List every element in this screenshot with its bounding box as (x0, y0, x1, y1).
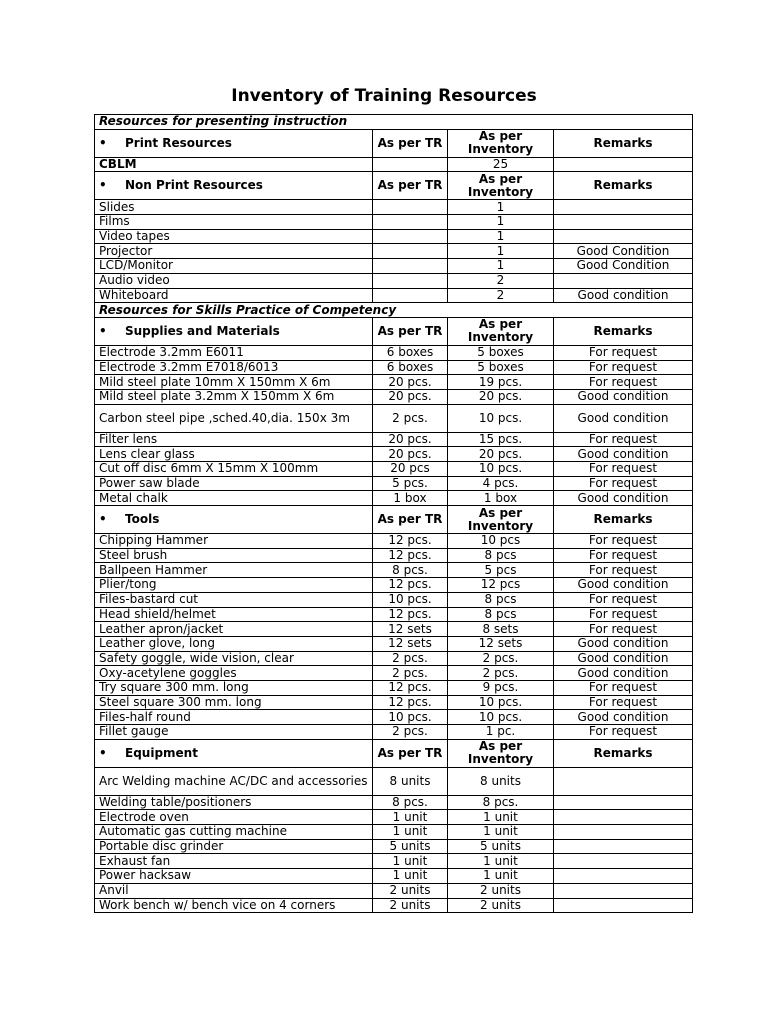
table-row (95, 259, 693, 274)
table-row (95, 432, 693, 447)
bullet-icon: • (99, 135, 107, 150)
table-row (95, 157, 693, 172)
as-per-inventory-cell: 2 pcs. (448, 666, 554, 681)
as-per-inventory-cell: 9 pcs. (448, 680, 554, 695)
remarks-cell: Good condition (554, 288, 693, 303)
as-per-inventory-cell: 1 (448, 244, 554, 259)
remarks-cell: For request (554, 695, 693, 710)
col-header-as-per-tr: As per TR (373, 172, 448, 200)
remarks-cell: For request (554, 680, 693, 695)
table-row (95, 215, 693, 230)
as-per-tr-cell: 12 pcs. (373, 534, 448, 549)
as-per-tr-cell: 20 pcs. (373, 375, 448, 390)
item-name-cell: Power saw blade (95, 476, 373, 491)
remarks-cell (554, 795, 693, 810)
section-heading: Resources for Skills Practice of Competency (95, 303, 693, 318)
item-name-cell: Files-bastard cut (95, 592, 373, 607)
item-name-cell: Leather apron/jacket (95, 622, 373, 637)
remarks-cell: Good Condition (554, 244, 693, 259)
table-row (95, 200, 693, 215)
item-name-cell: Metal chalk (95, 491, 373, 506)
category-header-row (95, 129, 693, 157)
table-row (95, 607, 693, 622)
remarks-cell: For request (554, 725, 693, 740)
table-row (95, 825, 693, 840)
as-per-tr-cell: 12 sets (373, 636, 448, 651)
category-label (95, 739, 373, 767)
category-label (95, 506, 373, 534)
as-per-inventory-cell: 5 boxes (448, 345, 554, 360)
as-per-inventory-cell: 19 pcs. (448, 375, 554, 390)
as-per-tr-cell: 12 pcs. (373, 578, 448, 593)
as-per-inventory-cell: 25 (448, 157, 554, 172)
table-row (95, 389, 693, 404)
item-name-cell: Steel brush (95, 548, 373, 563)
remarks-cell: Good condition (554, 389, 693, 404)
as-per-inventory-cell: 20 pcs. (448, 389, 554, 404)
as-per-tr-cell: 10 pcs. (373, 592, 448, 607)
item-name-cell: Cut off disc 6mm X 15mm X 100mm (95, 462, 373, 477)
as-per-tr-cell (373, 273, 448, 288)
as-per-inventory-cell: 10 pcs (448, 534, 554, 549)
item-name-cell: Automatic gas cutting machine (95, 825, 373, 840)
item-name-cell: Audio video (95, 273, 373, 288)
col-header-as-per-inventory: As per Inventory (448, 172, 554, 200)
as-per-inventory-cell: 8 pcs (448, 607, 554, 622)
as-per-inventory-cell: 1 (448, 200, 554, 215)
as-per-inventory-cell: 10 pcs. (448, 710, 554, 725)
table-row (95, 404, 693, 432)
table-row (95, 810, 693, 825)
item-name-cell: Mild steel plate 10mm X 150mm X 6m (95, 375, 373, 390)
as-per-inventory-cell: 1 (448, 259, 554, 274)
remarks-cell: For request (554, 476, 693, 491)
table-row (95, 578, 693, 593)
as-per-inventory-cell: 8 units (448, 767, 554, 795)
remarks-cell: For request (554, 592, 693, 607)
item-name-cell: Work bench w/ bench vice on 4 corners (95, 898, 373, 913)
as-per-inventory-cell: 1 unit (448, 854, 554, 869)
as-per-tr-cell: 12 pcs. (373, 548, 448, 563)
as-per-inventory-cell: 5 pcs (448, 563, 554, 578)
table-row (95, 695, 693, 710)
table-row (95, 883, 693, 898)
inventory-table-body (95, 115, 693, 913)
as-per-inventory-cell: 10 pcs. (448, 462, 554, 477)
remarks-cell: For request (554, 534, 693, 549)
table-row (95, 563, 693, 578)
table-row (95, 622, 693, 637)
table-row (95, 462, 693, 477)
as-per-inventory-cell: 8 pcs (448, 548, 554, 563)
as-per-inventory-cell: 12 pcs (448, 578, 554, 593)
as-per-inventory-cell: 10 pcs. (448, 404, 554, 432)
table-row (95, 229, 693, 244)
as-per-tr-cell: 8 units (373, 767, 448, 795)
as-per-tr-cell: 1 unit (373, 810, 448, 825)
remarks-cell: For request (554, 563, 693, 578)
item-name-cell: Films (95, 215, 373, 230)
remarks-cell: For request (554, 345, 693, 360)
remarks-cell: Good condition (554, 404, 693, 432)
as-per-inventory-cell: 1 (448, 229, 554, 244)
remarks-cell: For request (554, 622, 693, 637)
item-name-cell: Leather glove, long (95, 636, 373, 651)
item-name-cell: Files-half round (95, 710, 373, 725)
as-per-tr-cell (373, 157, 448, 172)
remarks-cell: For request (554, 548, 693, 563)
item-name-cell: Plier/tong (95, 578, 373, 593)
col-header-as-per-tr: As per TR (373, 739, 448, 767)
remarks-cell (554, 810, 693, 825)
category-name: Print Resources (125, 135, 232, 150)
as-per-tr-cell (373, 288, 448, 303)
as-per-inventory-cell: 2 pcs. (448, 651, 554, 666)
as-per-tr-cell: 2 pcs. (373, 725, 448, 740)
as-per-tr-cell: 1 unit (373, 854, 448, 869)
col-header-remarks: Remarks (554, 317, 693, 345)
category-label (95, 172, 373, 200)
as-per-inventory-cell: 2 (448, 288, 554, 303)
as-per-inventory-cell: 1 unit (448, 825, 554, 840)
remarks-cell: For request (554, 432, 693, 447)
item-name-cell: Safety goggle, wide vision, clear (95, 651, 373, 666)
as-per-tr-cell: 20 pcs. (373, 447, 448, 462)
as-per-inventory-cell: 4 pcs. (448, 476, 554, 491)
as-per-tr-cell: 5 pcs. (373, 476, 448, 491)
as-per-tr-cell: 1 unit (373, 869, 448, 884)
item-name-cell: Oxy-acetylene goggles (95, 666, 373, 681)
category-header-row (95, 172, 693, 200)
document-title: Inventory of Training Resources (231, 86, 537, 106)
as-per-tr-cell: 20 pcs (373, 462, 448, 477)
col-header-remarks: Remarks (554, 129, 693, 157)
section-heading-row (95, 303, 693, 318)
col-header-as-per-tr: As per TR (373, 506, 448, 534)
remarks-cell: Good condition (554, 651, 693, 666)
item-name-cell: LCD/Monitor (95, 259, 373, 274)
table-row (95, 345, 693, 360)
remarks-cell: Good condition (554, 710, 693, 725)
remarks-cell: For request (554, 375, 693, 390)
item-name-cell: Mild steel plate 3.2mm X 150mm X 6m (95, 389, 373, 404)
item-name-cell: Electrode oven (95, 810, 373, 825)
as-per-inventory-cell: 2 (448, 273, 554, 288)
remarks-cell: For request (554, 607, 693, 622)
table-row (95, 288, 693, 303)
category-name: Non Print Resources (125, 178, 263, 193)
remarks-cell: Good condition (554, 578, 693, 593)
remarks-cell (554, 215, 693, 230)
remarks-cell: Good condition (554, 666, 693, 681)
as-per-inventory-cell: 20 pcs. (448, 447, 554, 462)
remarks-cell: For request (554, 360, 693, 375)
table-row (95, 854, 693, 869)
as-per-inventory-cell: 1 unit (448, 810, 554, 825)
category-header-row (95, 317, 693, 345)
remarks-cell: Good condition (554, 491, 693, 506)
table-row (95, 710, 693, 725)
remarks-cell: For request (554, 462, 693, 477)
table-row (95, 592, 693, 607)
as-per-tr-cell: 12 sets (373, 622, 448, 637)
as-per-tr-cell: 2 units (373, 883, 448, 898)
as-per-tr-cell: 2 units (373, 898, 448, 913)
table-row (95, 898, 693, 913)
section-heading: Resources for presenting instruction (95, 115, 693, 130)
as-per-tr-cell: 2 pcs. (373, 651, 448, 666)
section-heading-row (95, 115, 693, 130)
bullet-icon: • (99, 745, 107, 760)
as-per-tr-cell: 20 pcs. (373, 432, 448, 447)
as-per-inventory-cell: 8 pcs (448, 592, 554, 607)
inventory-table (94, 114, 693, 913)
col-header-as-per-tr: As per TR (373, 129, 448, 157)
item-name-cell: Fillet gauge (95, 725, 373, 740)
category-label (95, 317, 373, 345)
as-per-tr-cell: 1 box (373, 491, 448, 506)
item-name-cell: Video tapes (95, 229, 373, 244)
as-per-tr-cell: 12 pcs. (373, 695, 448, 710)
bullet-icon: • (99, 323, 107, 338)
as-per-tr-cell (373, 244, 448, 259)
col-header-as-per-tr: As per TR (373, 317, 448, 345)
as-per-tr-cell (373, 259, 448, 274)
col-header-as-per-inventory: As per Inventory (448, 129, 554, 157)
remarks-cell (554, 767, 693, 795)
remarks-cell (554, 200, 693, 215)
remarks-cell: Good Condition (554, 259, 693, 274)
as-per-tr-cell (373, 229, 448, 244)
as-per-tr-cell: 6 boxes (373, 345, 448, 360)
category-header-row (95, 739, 693, 767)
table-row (95, 869, 693, 884)
item-name-cell: Head shield/helmet (95, 607, 373, 622)
table-row (95, 651, 693, 666)
as-per-inventory-cell: 10 pcs. (448, 695, 554, 710)
as-per-tr-cell: 10 pcs. (373, 710, 448, 725)
item-name-cell: Chipping Hammer (95, 534, 373, 549)
as-per-inventory-cell: 1 (448, 215, 554, 230)
remarks-cell (554, 883, 693, 898)
remarks-cell: Good condition (554, 636, 693, 651)
col-header-remarks: Remarks (554, 506, 693, 534)
as-per-inventory-cell: 1 pc. (448, 725, 554, 740)
item-name-cell: Carbon steel pipe ,sched.40,dia. 150x 3m (95, 404, 373, 432)
as-per-inventory-cell: 2 units (448, 883, 554, 898)
as-per-tr-cell: 2 pcs. (373, 666, 448, 681)
as-per-tr-cell: 6 boxes (373, 360, 448, 375)
table-row (95, 636, 693, 651)
table-row (95, 767, 693, 795)
table-row (95, 666, 693, 681)
as-per-tr-cell (373, 215, 448, 230)
table-row (95, 548, 693, 563)
item-name-cell: Lens clear glass (95, 447, 373, 462)
item-name-cell: Filter lens (95, 432, 373, 447)
table-row (95, 375, 693, 390)
col-header-remarks: Remarks (554, 739, 693, 767)
remarks-cell (554, 839, 693, 854)
as-per-tr-cell: 12 pcs. (373, 607, 448, 622)
as-per-inventory-cell: 1 box (448, 491, 554, 506)
as-per-inventory-cell: 8 pcs. (448, 795, 554, 810)
as-per-tr-cell: 8 pcs. (373, 563, 448, 578)
table-row (95, 839, 693, 854)
table-row (95, 725, 693, 740)
item-name-cell: Projector (95, 244, 373, 259)
col-header-remarks: Remarks (554, 172, 693, 200)
item-name-cell: Slides (95, 200, 373, 215)
as-per-tr-cell: 2 pcs. (373, 404, 448, 432)
item-name-cell: Arc Welding machine AC/DC and accessories (95, 767, 373, 795)
item-name-cell: Ballpeen Hammer (95, 563, 373, 578)
table-row (95, 447, 693, 462)
as-per-tr-cell: 12 pcs. (373, 680, 448, 695)
col-header-as-per-inventory: As per Inventory (448, 506, 554, 534)
item-name-cell: Try square 300 mm. long (95, 680, 373, 695)
table-row (95, 534, 693, 549)
category-name: Supplies and Materials (125, 323, 280, 338)
as-per-tr-cell: 20 pcs. (373, 389, 448, 404)
item-name-cell: Steel square 300 mm. long (95, 695, 373, 710)
item-name-cell: Welding table/positioners (95, 795, 373, 810)
remarks-cell (554, 157, 693, 172)
as-per-tr-cell: 1 unit (373, 825, 448, 840)
bullet-icon: • (99, 512, 107, 527)
as-per-tr-cell: 8 pcs. (373, 795, 448, 810)
remarks-cell (554, 869, 693, 884)
item-name-cell: Portable disc grinder (95, 839, 373, 854)
as-per-tr-cell (373, 200, 448, 215)
table-row (95, 244, 693, 259)
remarks-cell (554, 229, 693, 244)
remarks-cell (554, 825, 693, 840)
as-per-inventory-cell: 1 unit (448, 869, 554, 884)
as-per-inventory-cell: 12 sets (448, 636, 554, 651)
as-per-tr-cell: 5 units (373, 839, 448, 854)
item-name-cell: Anvil (95, 883, 373, 898)
table-row (95, 491, 693, 506)
table-row (95, 476, 693, 491)
bullet-icon: • (99, 178, 107, 193)
category-header-row (95, 506, 693, 534)
col-header-as-per-inventory: As per Inventory (448, 317, 554, 345)
category-name: Equipment (125, 745, 198, 760)
table-row (95, 360, 693, 375)
table-row (95, 680, 693, 695)
item-name-cell: CBLM (95, 157, 373, 172)
item-name-cell: Whiteboard (95, 288, 373, 303)
item-name-cell: Power hacksaw (95, 869, 373, 884)
col-header-as-per-inventory: As per Inventory (448, 739, 554, 767)
category-label (95, 129, 373, 157)
as-per-inventory-cell: 5 units (448, 839, 554, 854)
as-per-inventory-cell: 5 boxes (448, 360, 554, 375)
remarks-cell (554, 273, 693, 288)
remarks-cell (554, 854, 693, 869)
remarks-cell (554, 898, 693, 913)
category-name: Tools (125, 512, 160, 527)
item-name-cell: Electrode 3.2mm E7018/6013 (95, 360, 373, 375)
item-name-cell: Exhaust fan (95, 854, 373, 869)
remarks-cell: Good condition (554, 447, 693, 462)
as-per-inventory-cell: 15 pcs. (448, 432, 554, 447)
item-name-cell: Electrode 3.2mm E6011 (95, 345, 373, 360)
table-row (95, 273, 693, 288)
as-per-inventory-cell: 2 units (448, 898, 554, 913)
as-per-inventory-cell: 8 sets (448, 622, 554, 637)
table-row (95, 795, 693, 810)
